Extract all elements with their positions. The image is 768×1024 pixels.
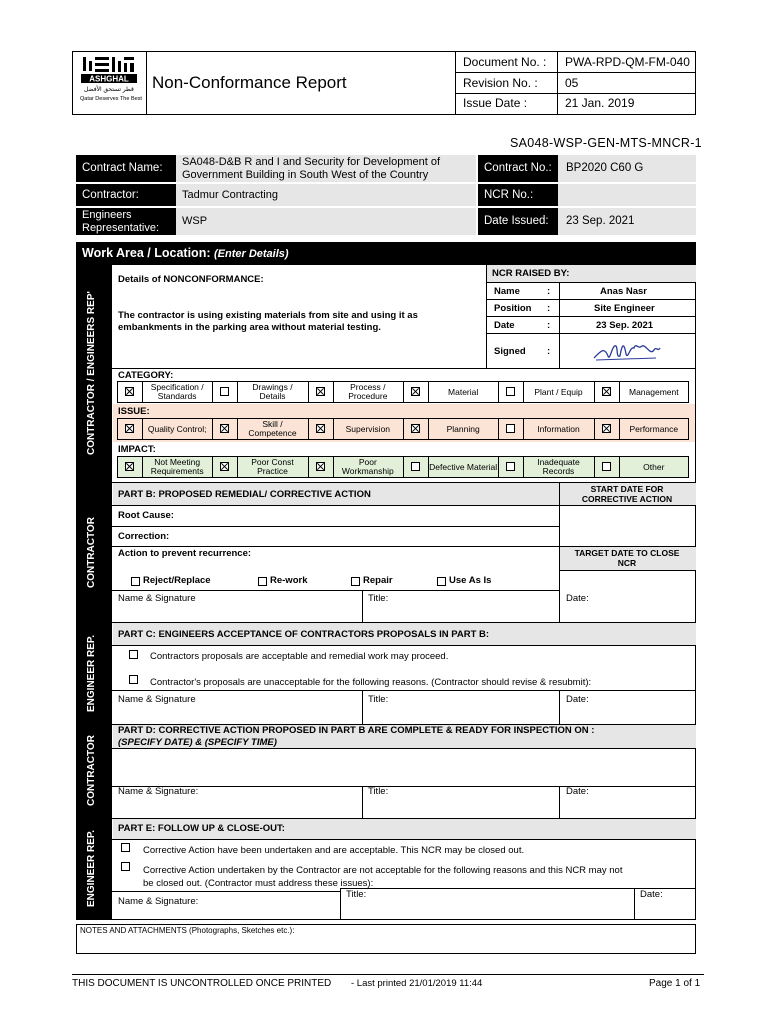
side-label-part-b: CONTRACTOR <box>86 517 97 588</box>
part-e-accept-label: Corrective Action have been undertaken and are acceptable. This NCR may be closed out. <box>143 845 525 856</box>
impact-1-checkbox[interactable] <box>220 462 229 471</box>
impact-label: IMPACT: <box>118 444 156 455</box>
raised-by-position-label: Position <box>494 303 532 314</box>
ashghal-logo: ASHGHAL قطر تستحق الأفضل Qatar Deserves The Best <box>78 55 142 111</box>
part-d-date-label: Date: <box>566 786 589 797</box>
issue-1-label: Skill / Competence <box>248 419 297 438</box>
raised-by-position-value: Site Engineer <box>594 303 655 314</box>
category-3-checkbox[interactable] <box>411 387 420 396</box>
issue-5-label: Performance <box>629 423 679 434</box>
issue-value: 21 Jan. 2019 <box>565 96 635 110</box>
category-3-label: Material <box>448 386 479 397</box>
part-b-date-label: Date: <box>566 593 589 604</box>
part-c-title: PART C: ENGINEERS ACCEPTANCE OF CONTRACTORS PROPOSALS IN PART B: <box>118 629 490 640</box>
impact-5-checkbox[interactable] <box>602 462 611 471</box>
part-c-accept-checkbox[interactable] <box>129 650 138 659</box>
side-label-part-a: CONTRACTOR / ENGINEERS REP' <box>86 291 97 455</box>
engineer-rep-value: WSP <box>182 215 208 227</box>
prevent-label: Action to prevent recurrence: <box>118 548 252 559</box>
doc-no-label: Document No. : <box>463 55 547 69</box>
reject-replace-label: Reject/Replace <box>143 575 211 586</box>
impact-4-checkbox[interactable] <box>506 462 515 471</box>
issue-0-checkbox[interactable] <box>125 424 134 433</box>
contract-name-label: Contract Name: <box>82 162 163 174</box>
issue-label: Issue Date : <box>463 96 528 110</box>
reject-replace-checkbox[interactable] <box>131 577 140 586</box>
rev-label: Revision No. : <box>463 76 538 90</box>
part-e-accept-checkbox[interactable] <box>121 843 130 852</box>
signature-icon <box>590 336 664 366</box>
raised-by-signed-label: Signed <box>494 346 526 357</box>
part-b-title-label: Title: <box>368 593 389 604</box>
part-e-reject-label-1: Corrective Action undertaken by the Contractor are not acceptable for the following reasons and this NCR may not <box>143 865 623 876</box>
impact-4-label: Inadequate Records <box>537 457 580 476</box>
contract-no-value: BP2020 C60 G <box>566 162 644 174</box>
part-c-reject-checkbox[interactable] <box>129 675 138 684</box>
issue-0-label: Quality Control; <box>147 423 207 434</box>
side-label-part-e: ENGINEER REP. <box>86 829 97 907</box>
ncr-no-label: NCR No.: <box>484 189 534 201</box>
impact-0-checkbox[interactable] <box>125 462 134 471</box>
part-c-accept-label: Contractors proposals are acceptable and remedial work may proceed. <box>150 651 449 662</box>
details-text: The contractor is using existing materials from site and using it as embankments in the parking area without material testing. <box>118 310 418 333</box>
part-e-title: PART E: FOLLOW UP & CLOSE-OUT: <box>118 823 285 834</box>
notes-label: NOTES AND ATTACHMENTS (Photographs, Sketches etc.): <box>80 926 295 935</box>
contract-no-label: Contract No.: <box>484 162 552 174</box>
work-area-label: Work Area / Location: (Enter Details) <box>82 246 289 260</box>
date-issued-value: 23 Sep. 2021 <box>566 215 635 227</box>
issue-1-checkbox[interactable] <box>220 424 229 433</box>
impact-3-label: Defective Material <box>429 461 498 472</box>
issue-5-checkbox[interactable] <box>602 424 611 433</box>
impact-1-label: Poor Const Practice <box>251 457 294 476</box>
start-date-label: START DATE FOR CORRECTIVE ACTION <box>581 484 673 504</box>
page-title: Non-Conformance Report <box>152 73 347 92</box>
target-date-label: TARGET DATE TO CLOSE NCR <box>574 548 680 568</box>
correction-label: Correction: <box>118 531 170 542</box>
raised-by-date-label: Date <box>494 320 515 331</box>
category-0-label: Specification / Standards <box>150 382 204 401</box>
category-label: CATEGORY: <box>118 370 174 381</box>
part-d-title: PART D: CORRECTIVE ACTION PROPOSED IN PART B ARE COMPLETE & READY FOR INSPECTION ON : <box>118 725 595 736</box>
raised-by-date-value: 23 Sep. 2021 <box>596 320 654 331</box>
rework-checkbox[interactable] <box>258 577 267 586</box>
category-4-label: Plant / Equip <box>534 386 583 397</box>
rework-label: Re-work <box>270 575 308 586</box>
issue-label: ISSUE: <box>118 406 150 417</box>
category-5-checkbox[interactable] <box>602 387 611 396</box>
rev-value: 05 <box>565 76 579 90</box>
doc-no-value: PWA-RPD-QM-FM-040 <box>565 55 690 69</box>
impact-5-label: Other <box>643 461 665 472</box>
category-2-checkbox[interactable] <box>316 387 325 396</box>
category-0-checkbox[interactable] <box>125 387 134 396</box>
part-e-title-label: Title: <box>346 889 367 900</box>
issue-2-label: Supervision <box>345 423 391 434</box>
use-as-is-label: Use As Is <box>449 575 492 586</box>
part-d-title-label: Title: <box>368 786 389 797</box>
category-1-label: Drawings / Details <box>252 382 293 401</box>
raised-by-name-label: Name <box>494 286 520 297</box>
ashghal-logo-icon <box>78 55 142 85</box>
raised-by-name-value: Anas Nasr <box>600 286 647 297</box>
footer-printed: - Last printed 21/01/2019 11:44 <box>351 978 483 989</box>
issue-2-checkbox[interactable] <box>316 424 325 433</box>
part-e-reject-label-2: be closed out. (Contractor must address these issues): <box>143 878 374 889</box>
impact-3-checkbox[interactable] <box>411 462 420 471</box>
category-2-label: Process / Procedure <box>348 382 388 401</box>
footer-uncontrolled: THIS DOCUMENT IS UNCONTROLLED ONCE PRINTED <box>72 978 332 989</box>
contractor-label: Contractor: <box>82 189 139 201</box>
part-c-title-label: Title: <box>368 694 389 705</box>
side-label-part-d: CONTRACTOR <box>86 735 97 806</box>
engineer-rep-label: Engineers Representative: <box>82 209 160 234</box>
part-b-name-sig-label: Name & Signature <box>118 593 196 604</box>
date-issued-label: Date Issued: <box>484 215 549 227</box>
contract-name-value: SA048-D&B R and I and Security for Development of Government Building in South West of the Country <box>182 156 441 181</box>
use-as-is-checkbox[interactable] <box>437 577 446 586</box>
root-cause-label: Root Cause: <box>118 510 174 521</box>
issue-3-label: Planning <box>446 423 480 434</box>
repair-checkbox[interactable] <box>351 577 360 586</box>
footer-page: Page 1 of 1 <box>649 978 701 989</box>
part-e-date-label: Date: <box>640 889 663 900</box>
side-label-part-c: ENGINEER REP. <box>86 634 97 712</box>
part-e-reject-checkbox[interactable] <box>121 862 130 871</box>
issue-4-checkbox[interactable] <box>506 424 515 433</box>
part-d-name-sig-label: Name & Signature: <box>118 786 199 797</box>
contractor-value: Tadmur Contracting <box>182 189 278 201</box>
repair-label: Repair <box>363 575 393 586</box>
issue-3-checkbox[interactable] <box>411 424 420 433</box>
category-4-checkbox[interactable] <box>506 387 515 396</box>
part-e-name-sig-label: Name & Signature: <box>118 896 199 907</box>
part-c-date-label: Date: <box>566 694 589 705</box>
part-d-subtitle: (SPECIFY DATE) & (SPECIFY TIME) <box>118 737 277 748</box>
part-c-reject-label: Contractor's proposals are unacceptable for the following reasons. (Contractor should revise & resubmit): <box>150 677 592 688</box>
svg-text:ASHGHAL: ASHGHAL <box>89 74 129 84</box>
impact-2-label: Poor Workmanship <box>341 457 394 476</box>
raised-by-label: NCR RAISED BY: <box>492 268 570 279</box>
impact-0-label: Not Meeting Requirements <box>150 457 204 476</box>
category-5-label: Management <box>628 386 679 397</box>
ncr-reference: SA048-WSP-GEN-MTS-MNCR-1 <box>510 136 702 150</box>
details-label: Details of NONCONFORMANCE: <box>118 274 264 285</box>
category-1-checkbox[interactable] <box>220 387 229 396</box>
part-c-name-sig-label: Name & Signature <box>118 694 196 705</box>
impact-2-checkbox[interactable] <box>316 462 325 471</box>
part-b-title: PART B: PROPOSED REMEDIAL/ CORRECTIVE ACTION <box>118 489 371 500</box>
issue-4-label: Information <box>537 423 580 434</box>
